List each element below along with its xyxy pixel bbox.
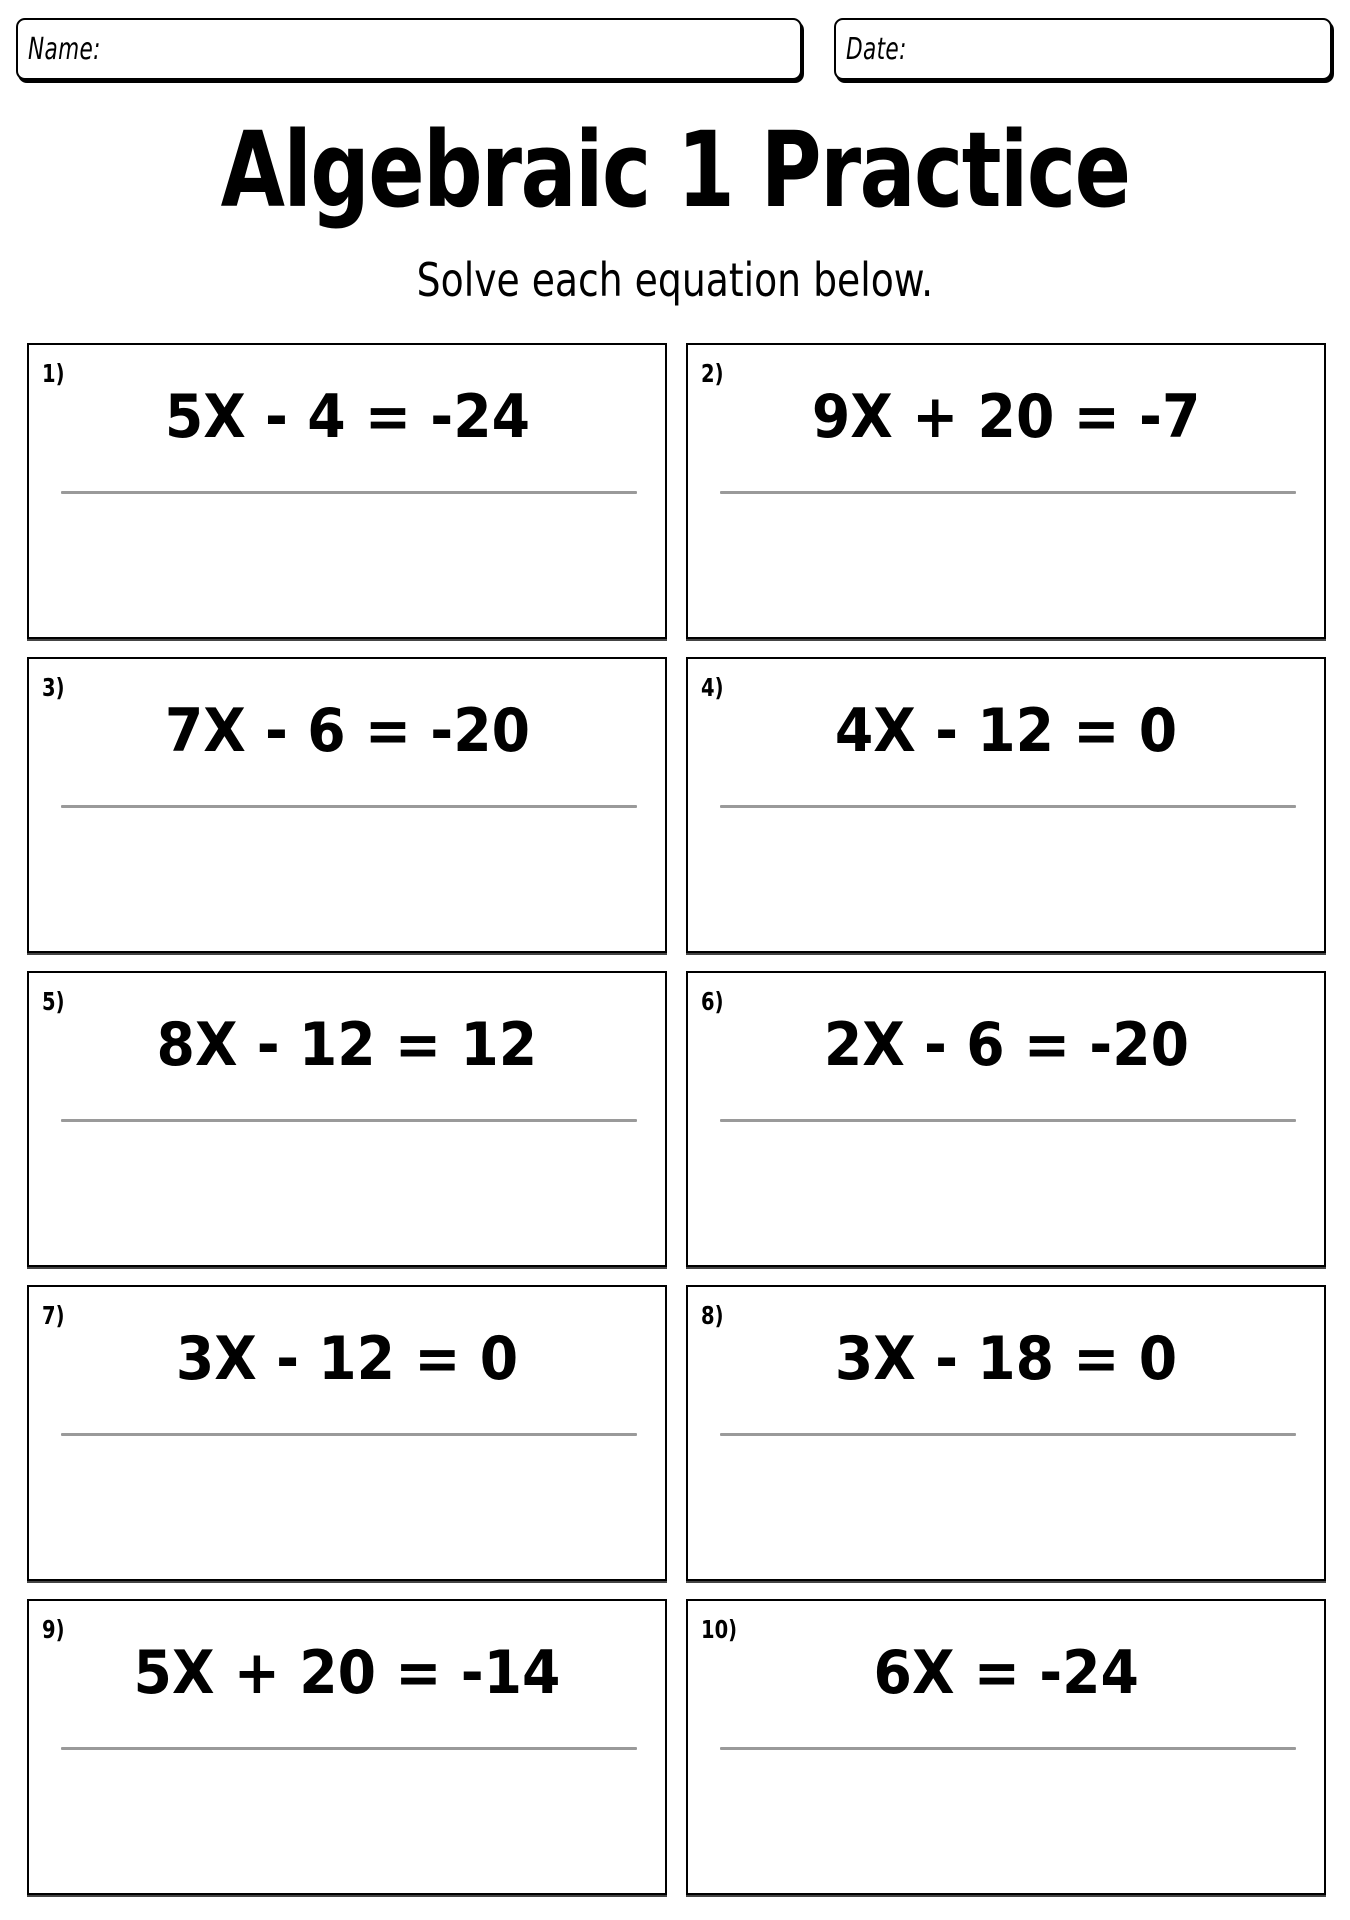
problem-number: 3) [42,673,65,702]
answer-line[interactable] [720,1433,1296,1436]
equation-text: 5X - 4 = -24 [164,382,530,452]
problem-box-9 [27,1599,667,1895]
problem-equation [688,1009,1324,1081]
problem-box-7 [27,1285,667,1581]
problem-number: 6) [701,987,724,1016]
problem-box-10 [686,1599,1326,1895]
equation-text: 8X - 12 = 12 [156,1010,538,1080]
equation-text: 6X = -24 [873,1638,1139,1708]
equation-text: 9X + 20 = -7 [811,382,1201,452]
answer-line[interactable] [61,1119,637,1122]
problem-box-6 [686,971,1326,1267]
problem-number: 8) [701,1301,724,1330]
answer-line[interactable] [61,491,637,494]
problem-equation [29,1009,665,1081]
problem-equation [29,1323,665,1395]
date-label: Date: [846,32,907,67]
problem-number: 1) [42,359,65,388]
answer-line[interactable] [61,805,637,808]
problem-box-8 [686,1285,1326,1581]
answer-line[interactable] [61,1433,637,1436]
answer-line[interactable] [720,1119,1296,1122]
date-field[interactable] [834,18,1332,80]
equation-text: 2X - 6 = -20 [823,1010,1189,1080]
worksheet-instructions-text: Solve each equation below. [416,253,934,307]
equation-text: 7X - 6 = -20 [164,696,530,766]
problem-box-4 [686,657,1326,953]
problem-equation [688,695,1324,767]
problem-equation [29,381,665,453]
worksheet-title [0,110,1350,230]
name-label: Name: [28,32,101,67]
worksheet-title-text: Algebraic 1 Practice [220,109,1130,231]
problem-box-3 [27,657,667,953]
problem-number: 9) [42,1615,65,1644]
problem-equation [688,381,1324,453]
answer-line[interactable] [720,1747,1296,1750]
equation-text: 3X - 18 = 0 [834,1324,1178,1394]
problem-box-1 [27,343,667,639]
problem-number: 10) [701,1615,738,1644]
problem-number: 4) [701,673,724,702]
answer-line[interactable] [61,1747,637,1750]
problem-box-5 [27,971,667,1267]
problem-equation [688,1323,1324,1395]
problem-number: 7) [42,1301,65,1330]
equation-text: 4X - 12 = 0 [834,696,1178,766]
name-field[interactable] [16,18,802,80]
problem-equation [29,695,665,767]
problem-equation [29,1637,665,1709]
equation-text: 5X + 20 = -14 [133,1638,561,1708]
problem-box-2 [686,343,1326,639]
problem-equation [688,1637,1324,1709]
answer-line[interactable] [720,491,1296,494]
worksheet-instructions [0,252,1350,308]
answer-line[interactable] [720,805,1296,808]
problem-number: 5) [42,987,65,1016]
problem-number: 2) [701,359,724,388]
equation-text: 3X - 12 = 0 [175,1324,519,1394]
